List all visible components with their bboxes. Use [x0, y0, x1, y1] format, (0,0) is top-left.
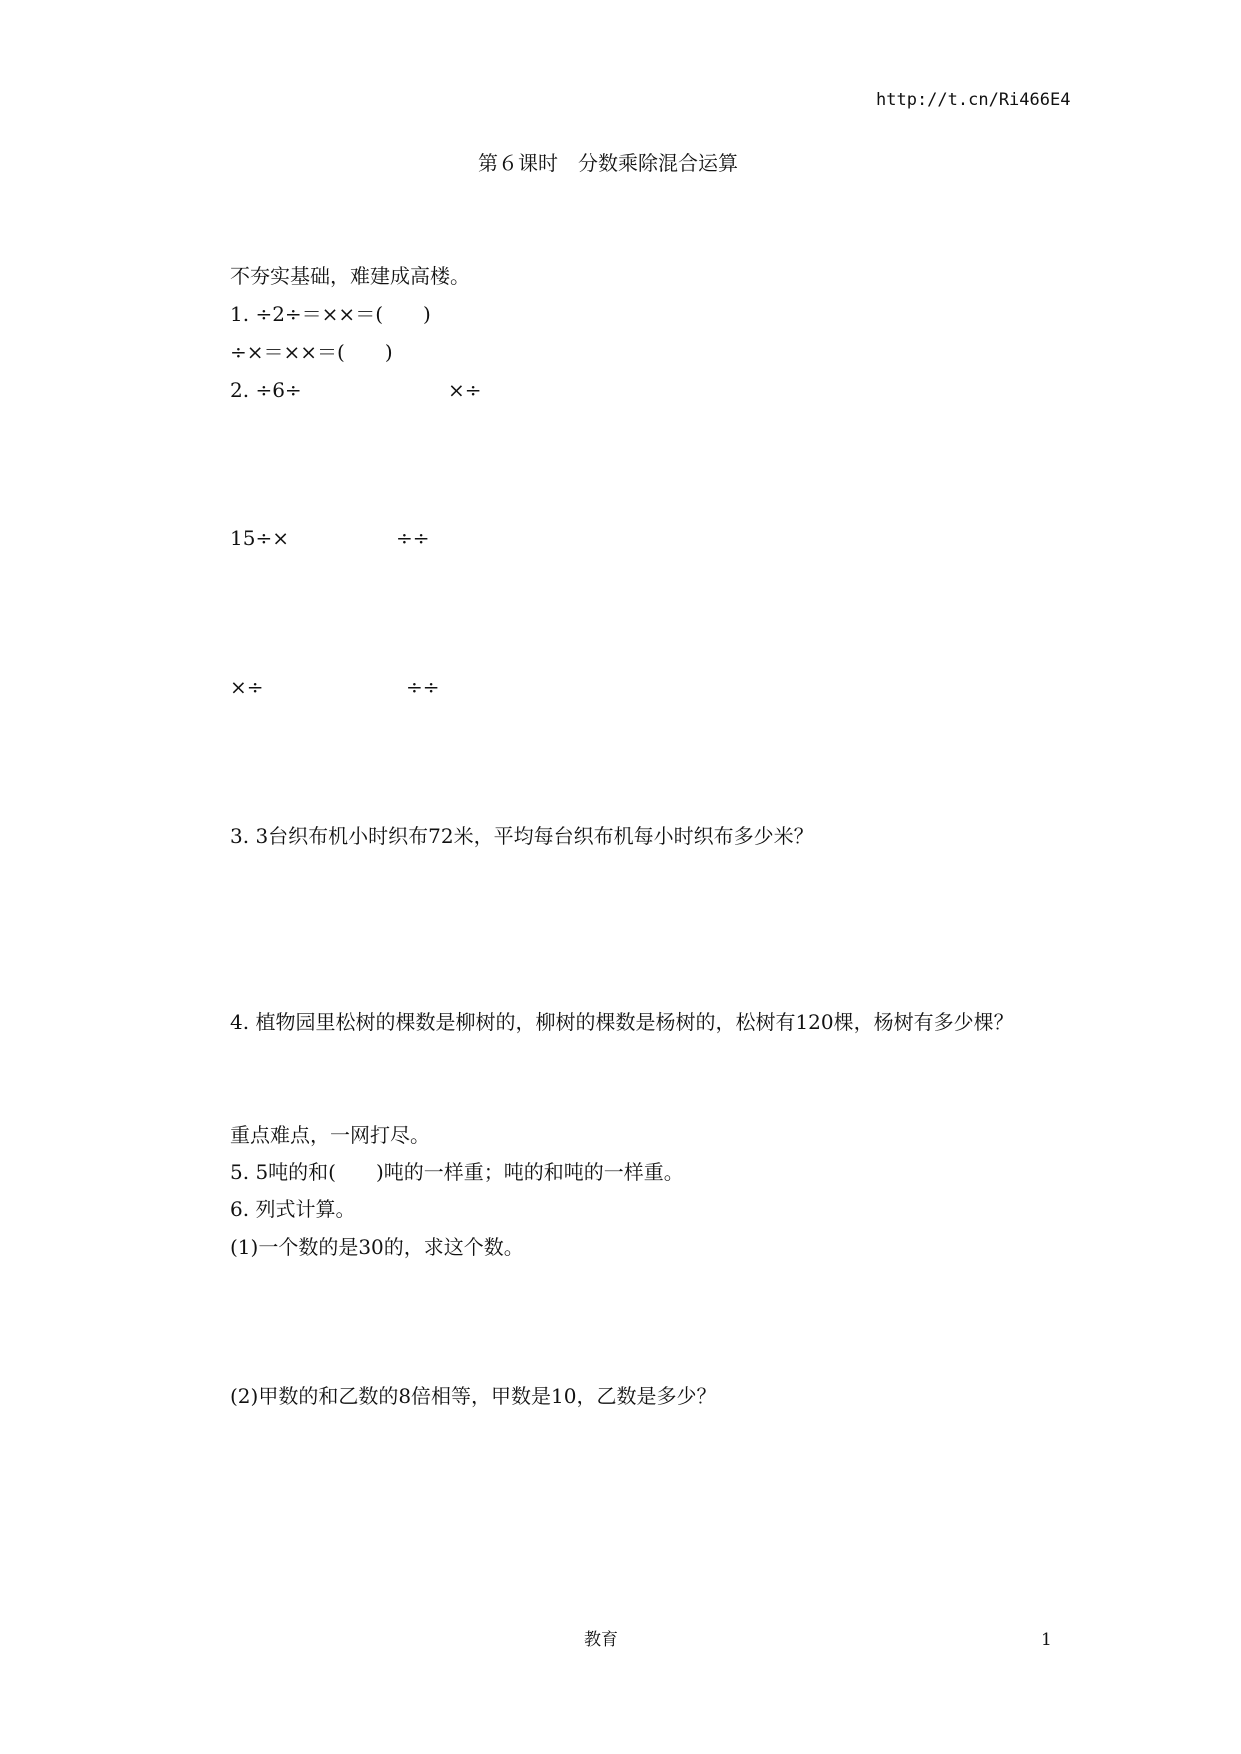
question-6-part-2: (2)甲数的和乙数的8倍相等，甲数是10，乙数是多少？: [230, 1384, 717, 1408]
section2-heading: 重点难点，一网打尽。: [230, 1123, 430, 1147]
question-5: 5. 5吨的和( )吨的一样重；吨的和吨的一样重。: [230, 1160, 684, 1184]
question-2-row-1-left: 2. ÷6÷: [230, 378, 302, 402]
question-2-row-3-right: ÷÷: [406, 675, 440, 699]
question-2-row-3-left: ×÷: [230, 675, 264, 699]
question-1-line-2: ÷×＝××＝( ): [230, 340, 393, 364]
question-3: 3. 3台织布机小时织布72米，平均每台织布机每小时织布多少米？: [230, 824, 814, 848]
question-6-part-1: (1)一个数的是30的，求这个数。: [230, 1235, 524, 1259]
question-2-row-2-right: ÷÷: [396, 526, 430, 550]
page-title: 第６课时 分数乘除混合运算: [478, 151, 738, 175]
question-6: 6. 列式计算。: [230, 1197, 356, 1221]
question-4: 4. 植物园里松树的棵数是柳树的，柳树的棵数是杨树的，松树有120棵，杨树有多少棵？: [230, 1010, 1014, 1034]
footer-label: 教育: [584, 1630, 618, 1650]
question-1-line-1: 1. ÷2÷＝××＝( ): [230, 302, 431, 326]
header-url: http://t.cn/Ri466E4: [876, 90, 1071, 110]
question-2-row-2-left: 15÷×: [230, 526, 289, 550]
question-2-row-1-right: ×÷: [448, 378, 482, 402]
section1-heading: 不夯实基础，难建成高楼。: [230, 264, 470, 288]
page-number: 1: [1041, 1630, 1052, 1650]
